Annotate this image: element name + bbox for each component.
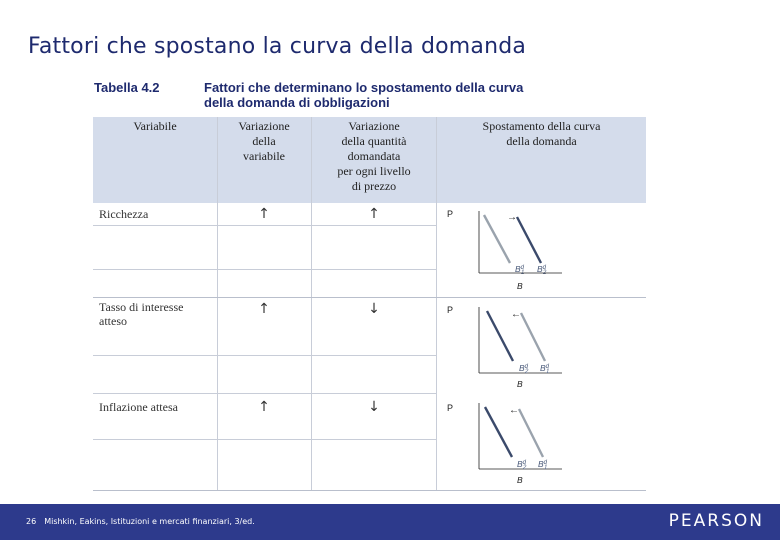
row3-qty-arrow: ↓ <box>368 399 380 415</box>
grid-hline <box>93 355 436 356</box>
row1-curve-right <box>517 217 541 263</box>
row3-label-right: $B^d$ 1 <box>538 459 548 471</box>
header-spostamento-line1: Spostamento della curva <box>482 119 601 133</box>
row2-curve-right <box>521 313 545 361</box>
grid-vline <box>311 117 312 491</box>
header-var-quantita-line3: domandata <box>347 149 401 163</box>
row-label-inflazione <box>99 400 215 414</box>
citation-text: Mishkin, Eakins, Istituzioni e mercati finanziari, 3/ed. <box>44 517 255 526</box>
footer-citation <box>26 517 255 526</box>
row2-demand-shift-graph <box>437 301 646 391</box>
row2-axis-p: P <box>447 305 454 315</box>
row2-curve-left <box>487 311 513 361</box>
shift-factors-table <box>93 117 646 491</box>
header-var-quantita-line2: della quantità <box>341 134 407 148</box>
row-label-tasso-interesse <box>99 300 215 328</box>
row3-curve-left <box>485 407 512 457</box>
footer-bar <box>0 504 780 540</box>
row1-change-arrow: ↑ <box>258 206 270 222</box>
row1-shift-arrow: → <box>507 212 517 223</box>
row3-shift-arrow: ← <box>509 405 519 416</box>
header-var-quantita-line4: per ogni livello <box>337 164 411 178</box>
header-var-quantita-line1: Variazione <box>348 119 400 133</box>
header-variabile-text: Variabile <box>133 119 177 133</box>
header-var-variabile-line1: Variazione <box>238 119 290 133</box>
row3-label-left: $B^d$ 2 <box>517 459 527 471</box>
pearson-logo: PEARSON <box>668 511 764 531</box>
row-label-line1: Ricchezza <box>99 207 149 221</box>
row2-label-right: $B^d$ 1 <box>540 363 550 375</box>
header-variazione-quantita <box>311 119 437 194</box>
row-label-line2: atteso <box>99 314 127 328</box>
row3-axis-b: B <box>517 475 523 485</box>
page-number: 26 <box>26 517 37 526</box>
row1-qty-arrow: ↑ <box>368 206 380 222</box>
row3-change-arrow: ↑ <box>258 399 270 415</box>
row3-demand-shift-graph <box>437 399 646 489</box>
header-spostamento <box>437 119 646 149</box>
row1-axis-b: B <box>517 281 523 291</box>
table-number: Tabella 4.2 <box>94 80 160 95</box>
row3-axis-p: P <box>447 403 454 413</box>
row-label-line1: Inflazione attesa <box>99 400 178 414</box>
row2-qty-arrow: ↓ <box>368 301 380 317</box>
header-spostamento-line2: della domanda <box>506 134 577 148</box>
table-caption-line1: Fattori che determinano lo spostamento della curva <box>204 80 524 95</box>
row-label-line1: Tasso di interesse <box>99 300 184 314</box>
grid-hline <box>93 225 436 226</box>
row2-axis-b: B <box>517 379 523 389</box>
row2-change-arrow: ↑ <box>258 301 270 317</box>
grid-hline <box>93 269 436 270</box>
grid-hline <box>93 393 436 394</box>
header-variabile <box>93 119 217 134</box>
row2-label-left: $B^d$ 2 <box>519 363 529 375</box>
row2-shift-arrow: ← <box>511 309 521 320</box>
header-var-variabile-line2: della <box>252 134 276 148</box>
row1-label-right: $B^d$ 2 <box>537 264 547 276</box>
row1-demand-shift-graph <box>437 205 646 295</box>
table-caption-line2: della domanda di obbligazioni <box>204 95 390 110</box>
header-variazione-variabile <box>217 119 311 164</box>
row3-curve-right <box>519 409 543 457</box>
slide-title: Fattori che spostano la curva della domanda <box>28 34 527 59</box>
header-var-variabile-line3: variabile <box>243 149 285 163</box>
header-var-quantita-line5: di prezzo <box>351 179 397 193</box>
grid-hline <box>93 439 436 440</box>
table-caption <box>204 80 584 110</box>
row1-axis-p: P <box>447 209 454 219</box>
table-bottom-line <box>93 490 646 491</box>
row-separator <box>93 297 646 298</box>
row-label-ricchezza <box>99 207 215 221</box>
row1-label-left: $B^d$ 1 <box>515 264 525 276</box>
